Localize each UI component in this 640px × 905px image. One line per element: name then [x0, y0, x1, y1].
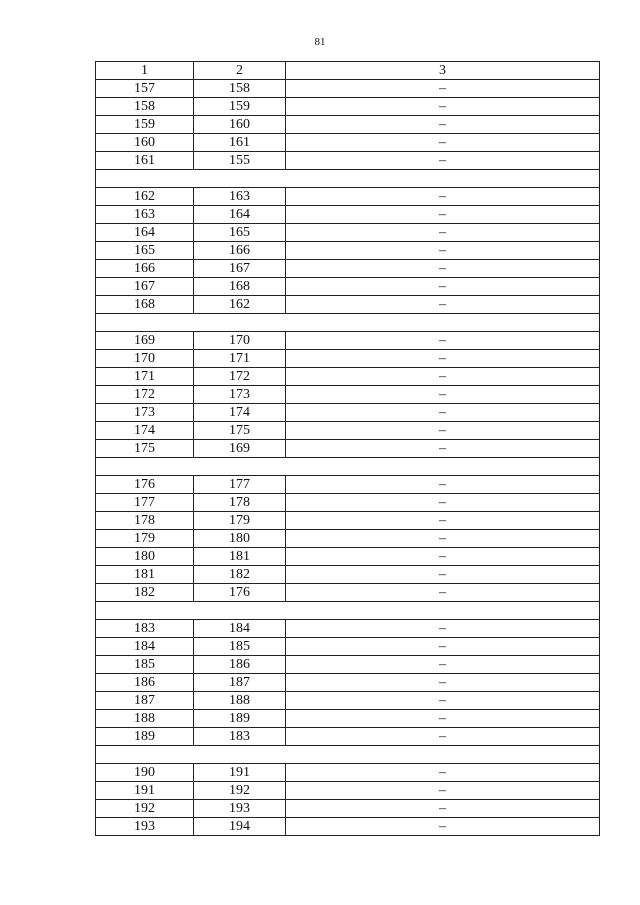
col-2-cell: 192: [194, 782, 286, 800]
col-3-cell: –: [286, 548, 600, 566]
col-3-cell: –: [286, 368, 600, 386]
col-3-cell: –: [286, 764, 600, 782]
table-row: [96, 296, 600, 314]
col-2-cell: 179: [194, 512, 286, 530]
col-1-cell: 160: [96, 134, 194, 152]
col-1-cell: 173: [96, 404, 194, 422]
col-2-cell: 158: [194, 80, 286, 98]
col-2-cell: 155: [194, 152, 286, 170]
col-1-cell: 189: [96, 728, 194, 746]
table-row: [96, 512, 600, 530]
col-2-cell: 178: [194, 494, 286, 512]
table-row: [96, 476, 600, 494]
col-1-cell: 180: [96, 548, 194, 566]
table-row: [96, 404, 600, 422]
group-separator-row: [96, 458, 600, 476]
col-1-cell: 161: [96, 152, 194, 170]
col-2-cell: 189: [194, 710, 286, 728]
col-2-cell: 172: [194, 368, 286, 386]
table-row: [96, 638, 600, 656]
table-row: [96, 620, 600, 638]
col-1-cell: 181: [96, 566, 194, 584]
col-3-cell: –: [286, 278, 600, 296]
table-row: [96, 368, 600, 386]
col-2-cell: 191: [194, 764, 286, 782]
col-3-cell: –: [286, 332, 600, 350]
table-row: [96, 116, 600, 134]
col-1-cell: 193: [96, 818, 194, 836]
col-1-cell: 190: [96, 764, 194, 782]
col-3-cell: –: [286, 80, 600, 98]
col-1-cell: 168: [96, 296, 194, 314]
col-2-cell: 162: [194, 296, 286, 314]
col-2-cell: 159: [194, 98, 286, 116]
col-2-cell: 175: [194, 422, 286, 440]
col-1-cell: 177: [96, 494, 194, 512]
col-2-cell: 193: [194, 800, 286, 818]
group-separator-row: [96, 602, 600, 620]
table-row: [96, 386, 600, 404]
col-3-cell: –: [286, 692, 600, 710]
col-3-cell: –: [286, 152, 600, 170]
col-3-cell: –: [286, 224, 600, 242]
col-1-cell: 192: [96, 800, 194, 818]
col-3-cell: –: [286, 656, 600, 674]
separator-cell: [96, 602, 600, 620]
col-1-cell: 178: [96, 512, 194, 530]
data-table: [95, 61, 600, 836]
col-2-cell: 186: [194, 656, 286, 674]
table-row: [96, 440, 600, 458]
group-separator-row: [96, 170, 600, 188]
col-1-cell: 172: [96, 386, 194, 404]
col-3-cell: –: [286, 206, 600, 224]
col-3-cell: –: [286, 98, 600, 116]
table-row: [96, 224, 600, 242]
col-1-cell: 170: [96, 350, 194, 368]
col-2-cell: 188: [194, 692, 286, 710]
table-row: [96, 242, 600, 260]
col-3-cell: –: [286, 476, 600, 494]
col-3-cell: –: [286, 818, 600, 836]
col-1-cell: 179: [96, 530, 194, 548]
table-row: [96, 656, 600, 674]
table-row: [96, 782, 600, 800]
col-2-cell: 180: [194, 530, 286, 548]
col-1-cell: 163: [96, 206, 194, 224]
col-2-cell: 177: [194, 476, 286, 494]
col-2-cell: 174: [194, 404, 286, 422]
table-row: [96, 260, 600, 278]
col-1-cell: 183: [96, 620, 194, 638]
col-1-cell: 188: [96, 710, 194, 728]
col-3-cell: –: [286, 566, 600, 584]
col-2-cell: 181: [194, 548, 286, 566]
table-row: [96, 332, 600, 350]
col-3-cell: –: [286, 188, 600, 206]
col-2-cell: 182: [194, 566, 286, 584]
table-row: [96, 98, 600, 116]
col-3-cell: –: [286, 260, 600, 278]
col-1-cell: 157: [96, 80, 194, 98]
col-2-cell: 170: [194, 332, 286, 350]
col-1-cell: 158: [96, 98, 194, 116]
col-1-cell: 162: [96, 188, 194, 206]
col-2-cell: 169: [194, 440, 286, 458]
col-2-cell: 176: [194, 584, 286, 602]
col-2-cell: 163: [194, 188, 286, 206]
table-row: [96, 530, 600, 548]
table-row: [96, 800, 600, 818]
col-3-cell: –: [286, 242, 600, 260]
col-2-cell: 187: [194, 674, 286, 692]
col-3-cell: –: [286, 440, 600, 458]
table-row: [96, 674, 600, 692]
col-3-cell: –: [286, 350, 600, 368]
col-1-cell: 171: [96, 368, 194, 386]
col-3-cell: –: [286, 512, 600, 530]
col-1-cell: 191: [96, 782, 194, 800]
col-3-cell: –: [286, 710, 600, 728]
col-3-cell: –: [286, 620, 600, 638]
col-1-cell: 176: [96, 476, 194, 494]
col-2-cell: 165: [194, 224, 286, 242]
col-3-cell: –: [286, 296, 600, 314]
separator-cell: [96, 170, 600, 188]
table-row: [96, 764, 600, 782]
table-row: [96, 206, 600, 224]
table-row: [96, 422, 600, 440]
col-1-cell: 167: [96, 278, 194, 296]
col-3-cell: –: [286, 530, 600, 548]
col-1-cell: 175: [96, 440, 194, 458]
table-row: [96, 134, 600, 152]
table-row: [96, 350, 600, 368]
col-2-cell: 161: [194, 134, 286, 152]
header-row: [96, 62, 600, 80]
col-2-cell: 173: [194, 386, 286, 404]
col-3-cell: –: [286, 782, 600, 800]
col-2-cell: 167: [194, 260, 286, 278]
col-2-cell: 160: [194, 116, 286, 134]
column-header: 2: [194, 62, 286, 80]
col-3-cell: –: [286, 800, 600, 818]
table-row: [96, 80, 600, 98]
col-1-cell: 166: [96, 260, 194, 278]
col-1-cell: 164: [96, 224, 194, 242]
table-row: [96, 152, 600, 170]
col-3-cell: –: [286, 422, 600, 440]
col-1-cell: 187: [96, 692, 194, 710]
table-row: [96, 278, 600, 296]
col-1-cell: 169: [96, 332, 194, 350]
col-2-cell: 168: [194, 278, 286, 296]
table-row: [96, 710, 600, 728]
col-2-cell: 166: [194, 242, 286, 260]
col-3-cell: –: [286, 134, 600, 152]
col-3-cell: –: [286, 116, 600, 134]
col-2-cell: 184: [194, 620, 286, 638]
col-3-cell: –: [286, 638, 600, 656]
table-row: [96, 728, 600, 746]
col-1-cell: 159: [96, 116, 194, 134]
col-1-cell: 185: [96, 656, 194, 674]
col-3-cell: –: [286, 728, 600, 746]
col-3-cell: –: [286, 404, 600, 422]
column-header: 1: [96, 62, 194, 80]
page-number: 81: [314, 36, 326, 48]
separator-cell: [96, 746, 600, 764]
separator-cell: [96, 314, 600, 332]
col-3-cell: –: [286, 386, 600, 404]
table-row: [96, 494, 600, 512]
col-1-cell: 174: [96, 422, 194, 440]
col-2-cell: 171: [194, 350, 286, 368]
col-3-cell: –: [286, 674, 600, 692]
col-3-cell: –: [286, 584, 600, 602]
column-header: 3: [286, 62, 600, 80]
col-2-cell: 194: [194, 818, 286, 836]
col-2-cell: 183: [194, 728, 286, 746]
table-row: [96, 818, 600, 836]
col-2-cell: 185: [194, 638, 286, 656]
table-row: [96, 188, 600, 206]
separator-cell: [96, 458, 600, 476]
group-separator-row: [96, 314, 600, 332]
col-2-cell: 164: [194, 206, 286, 224]
table-row: [96, 584, 600, 602]
group-separator-row: [96, 746, 600, 764]
col-1-cell: 182: [96, 584, 194, 602]
col-1-cell: 165: [96, 242, 194, 260]
table-row: [96, 566, 600, 584]
table-row: [96, 548, 600, 566]
col-3-cell: –: [286, 494, 600, 512]
table-body: [96, 80, 600, 836]
col-1-cell: 186: [96, 674, 194, 692]
col-1-cell: 184: [96, 638, 194, 656]
table-row: [96, 692, 600, 710]
